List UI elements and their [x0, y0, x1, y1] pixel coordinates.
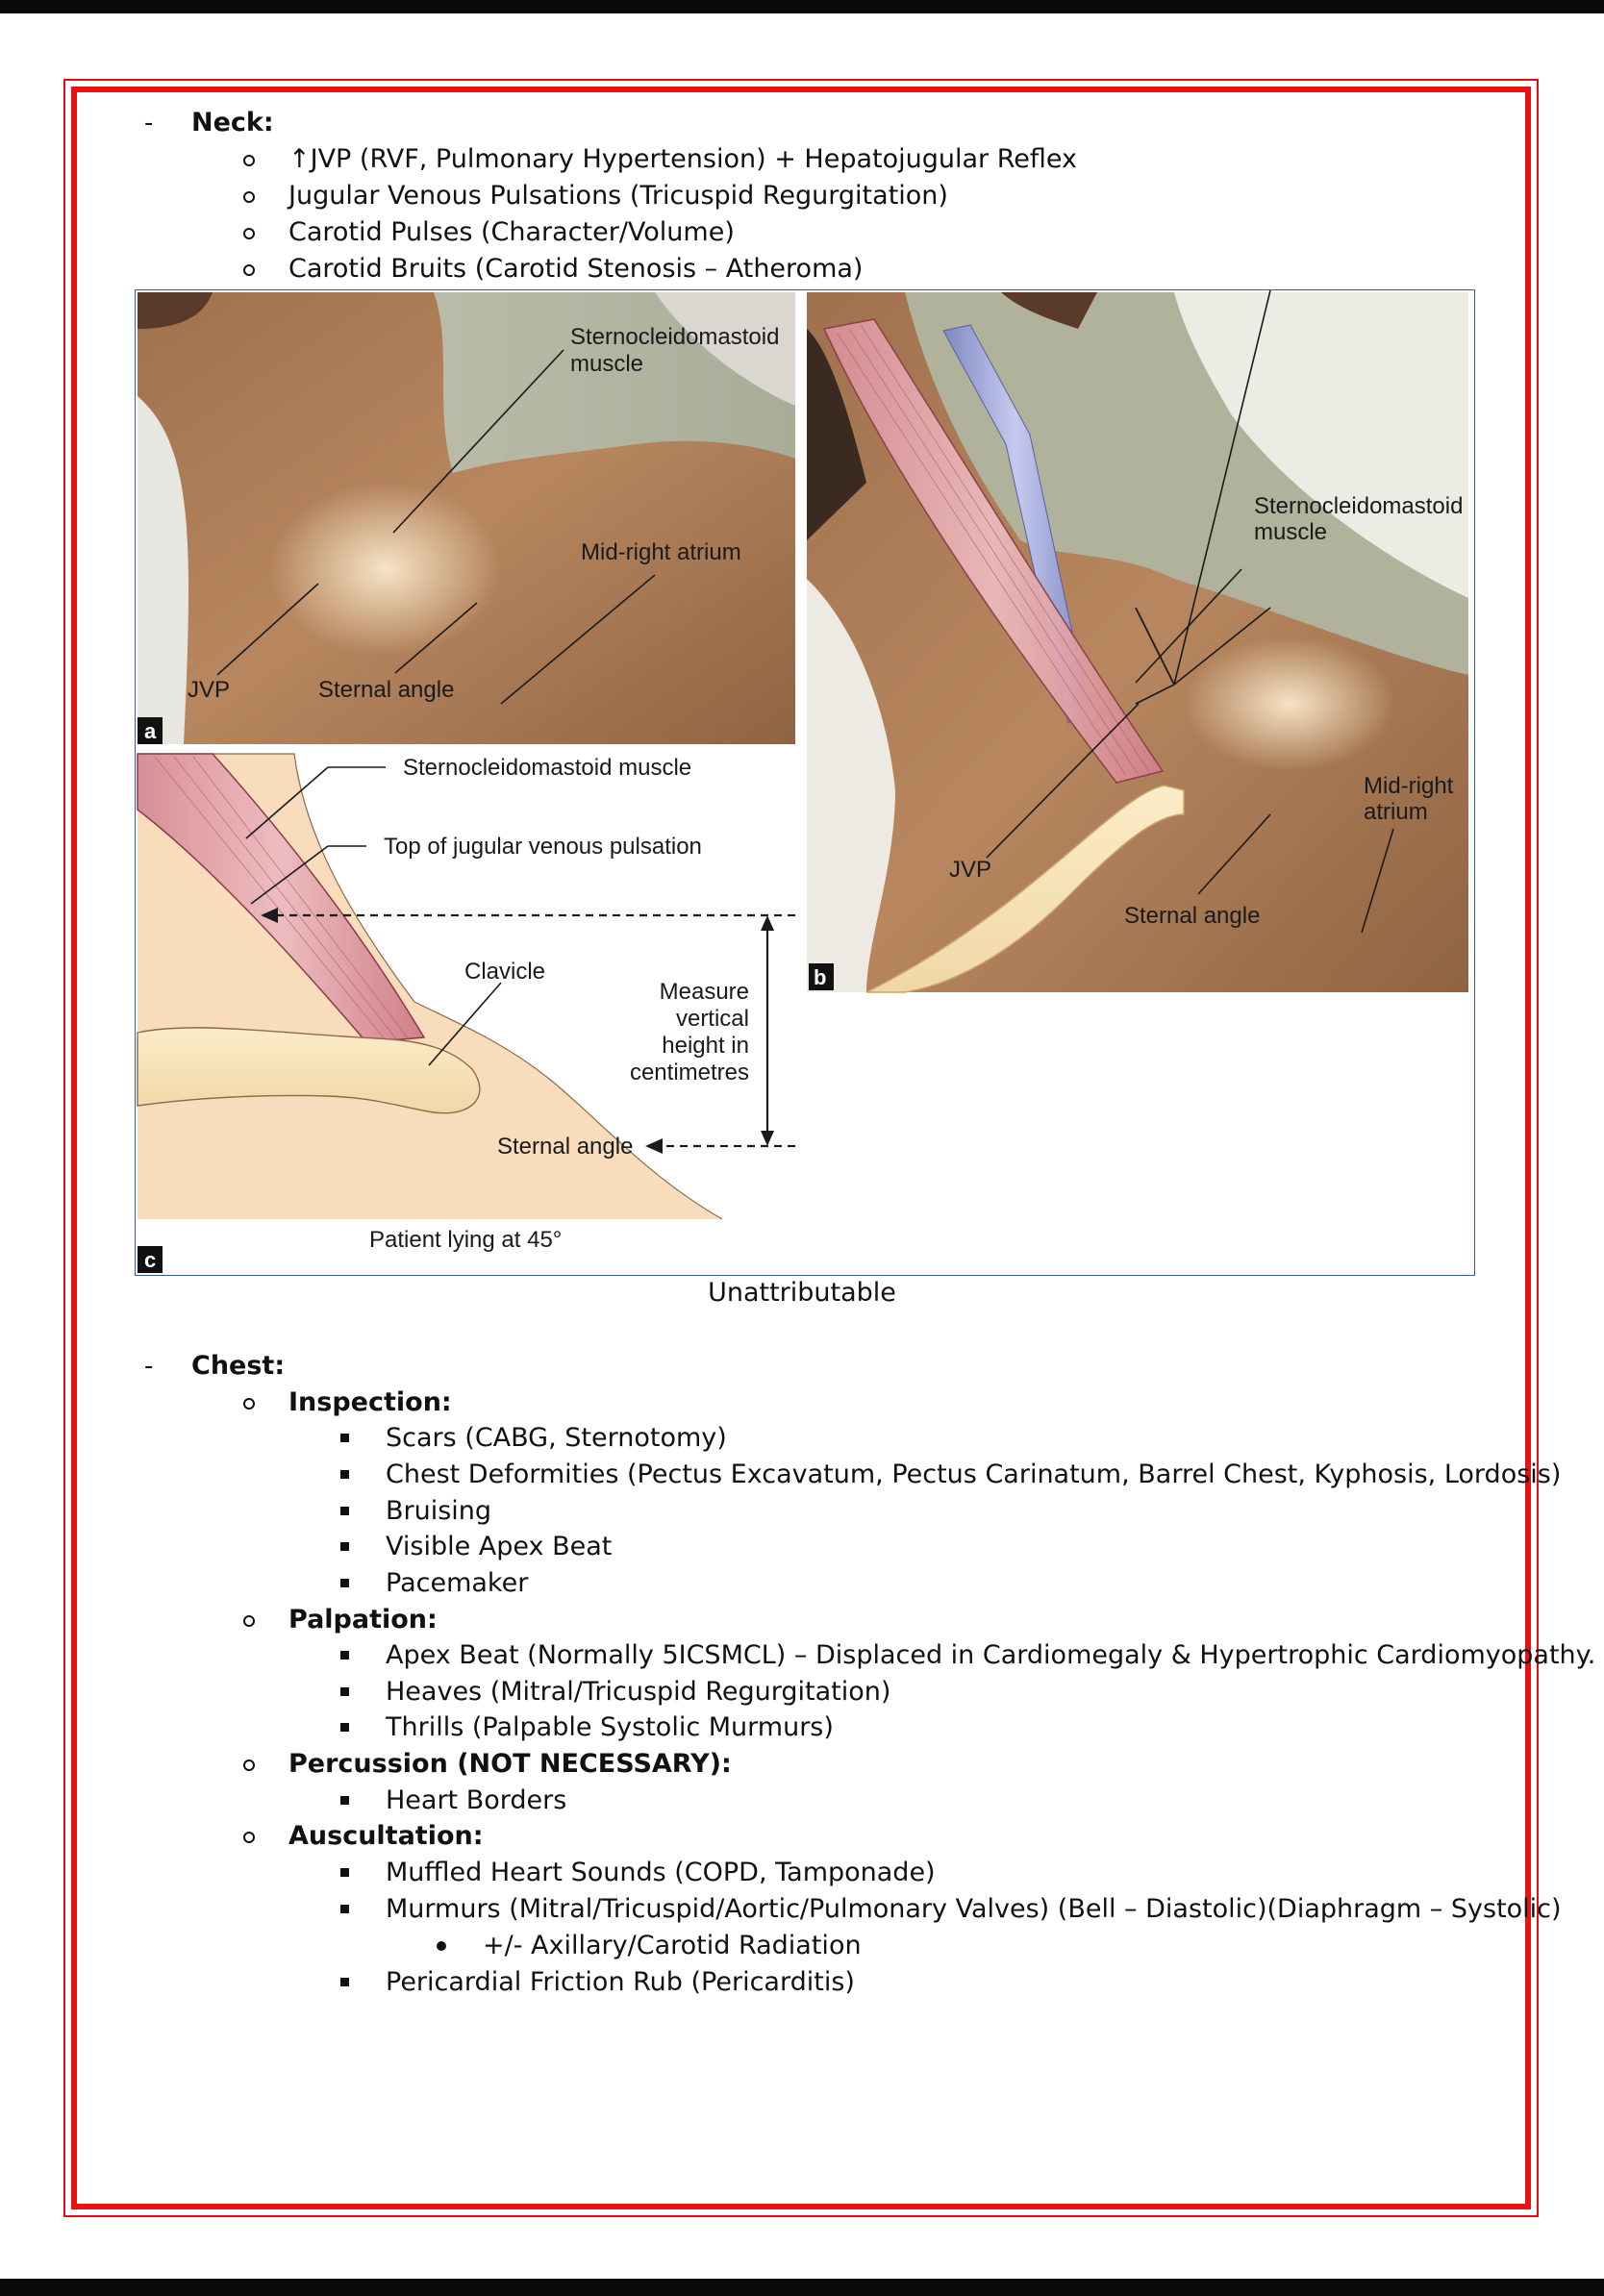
- badge-b-text: b: [814, 965, 827, 989]
- label-top-jvp: Top of jugular venous pulsation: [384, 834, 702, 860]
- chest-heading: Chest:: [191, 1351, 286, 1381]
- palpation-item: Heaves (Mitral/Tricuspid Regurgitation): [386, 1677, 891, 1707]
- label-mra-b-2: atrium: [1364, 799, 1428, 825]
- panel-a-photo: [138, 292, 795, 744]
- auscultation-heading: Auscultation:: [288, 1821, 484, 1851]
- percussion-heading: Percussion (NOT NECESSARY):: [288, 1749, 732, 1779]
- label-sternal-angle-a: Sternal angle: [318, 677, 455, 703]
- square-bullet: [340, 1687, 349, 1696]
- palpation-heading: Palpation:: [288, 1605, 438, 1635]
- palpation-item: Apex Beat (Normally 5ICSMCL) – Displaced in Cardiomegaly & Hypertrophic Cardiomyopathy.: [386, 1640, 1596, 1670]
- label-measure-1: Measure: [659, 979, 749, 1005]
- label-measure-2: vertical: [675, 1006, 749, 1032]
- circle-bullet: [243, 264, 255, 276]
- label-scm-c: Sternocleidomastoid muscle: [403, 755, 692, 781]
- palpation-item: Thrills (Palpable Systolic Murmurs): [386, 1712, 834, 1742]
- label-scm-a: Sternocleidomastoid: [570, 324, 780, 350]
- circle-bullet: [243, 155, 255, 166]
- neck-item: Carotid Bruits (Carotid Stenosis – Atheroma): [288, 254, 864, 284]
- label-scm-b: Sternocleidomastoid: [1254, 493, 1464, 519]
- neck-item: Carotid Pulses (Character/Volume): [288, 217, 735, 247]
- badge-a-text: a: [144, 719, 157, 743]
- label-measure-4: centimetres: [629, 1060, 749, 1086]
- square-bullet: [340, 1470, 349, 1479]
- inspection-heading: Inspection:: [288, 1387, 452, 1417]
- square-bullet: [340, 1905, 349, 1913]
- circle-bullet: [243, 1615, 255, 1627]
- label-measure-3: height in: [662, 1033, 749, 1059]
- label-mra-a: Mid-right atrium: [581, 539, 741, 565]
- neck-item: Jugular Venous Pulsations (Tricuspid Regurgitation): [288, 181, 948, 211]
- label-sternal-angle-b: Sternal angle: [1124, 903, 1261, 929]
- auscultation-subitem: +/- Axillary/Carotid Radiation: [483, 1931, 862, 1960]
- label-jvp-b: JVP: [949, 857, 992, 883]
- neck-heading: Neck:: [191, 108, 274, 137]
- square-bullet: [340, 1507, 349, 1515]
- square-bullet: [340, 1978, 349, 1986]
- square-bullet: [340, 1796, 349, 1805]
- inspection-item: Chest Deformities (Pectus Excavatum, Pectus Carinatum, Barrel Chest, Kyphosis, Lordosis): [386, 1460, 1562, 1489]
- label-scm-b-2: muscle: [1254, 519, 1328, 545]
- bottom-black-bar: [0, 2279, 1604, 2296]
- jvp-figure: [135, 289, 1475, 1276]
- label-scm-a-2: muscle: [570, 351, 644, 377]
- top-black-bar: [0, 0, 1604, 13]
- circle-bullet: [243, 1759, 255, 1771]
- label-patient-45: Patient lying at 45°: [369, 1227, 563, 1253]
- inspection-item: Scars (CABG, Sternotomy): [386, 1423, 727, 1453]
- dash-bullet: -: [144, 109, 154, 137]
- square-bullet: [340, 1651, 349, 1660]
- circle-bullet: [243, 1398, 255, 1410]
- inspection-item: Bruising: [386, 1496, 492, 1526]
- dot-bullet: [437, 1941, 446, 1951]
- square-bullet: [340, 1579, 349, 1587]
- jvp-figure-svg: [136, 290, 1475, 1276]
- circle-bullet: [243, 191, 255, 203]
- percussion-item: Heart Borders: [386, 1785, 567, 1815]
- label-mra-b: Mid-right: [1364, 773, 1454, 799]
- label-jvp-a: JVP: [188, 677, 231, 703]
- square-bullet: [340, 1434, 349, 1442]
- label-sternal-angle-c: Sternal angle: [497, 1134, 634, 1160]
- square-bullet: [340, 1868, 349, 1877]
- auscultation-item: Pericardial Friction Rub (Pericarditis): [386, 1967, 855, 1997]
- auscultation-item: Muffled Heart Sounds (COPD, Tamponade): [386, 1858, 936, 1887]
- circle-bullet: [243, 228, 255, 239]
- auscultation-item: Murmurs (Mitral/Tricuspid/Aortic/Pulmonary Valves) (Bell – Diastolic)(Diaphragm – Systolic): [386, 1894, 1562, 1924]
- badge-c-text: c: [144, 1248, 157, 1272]
- square-bullet: [340, 1723, 349, 1732]
- label-clavicle: Clavicle: [464, 959, 546, 985]
- inspection-item: Visible Apex Beat: [386, 1532, 613, 1561]
- circle-bullet: [243, 1832, 255, 1843]
- neck-item: ↑JVP (RVF, Pulmonary Hypertension) + Hepatojugular Reflex: [288, 144, 1078, 174]
- square-bullet: [340, 1542, 349, 1551]
- figure-caption: Unattributable: [708, 1278, 896, 1308]
- inspection-item: Pacemaker: [386, 1568, 529, 1598]
- dash-bullet: -: [144, 1352, 154, 1381]
